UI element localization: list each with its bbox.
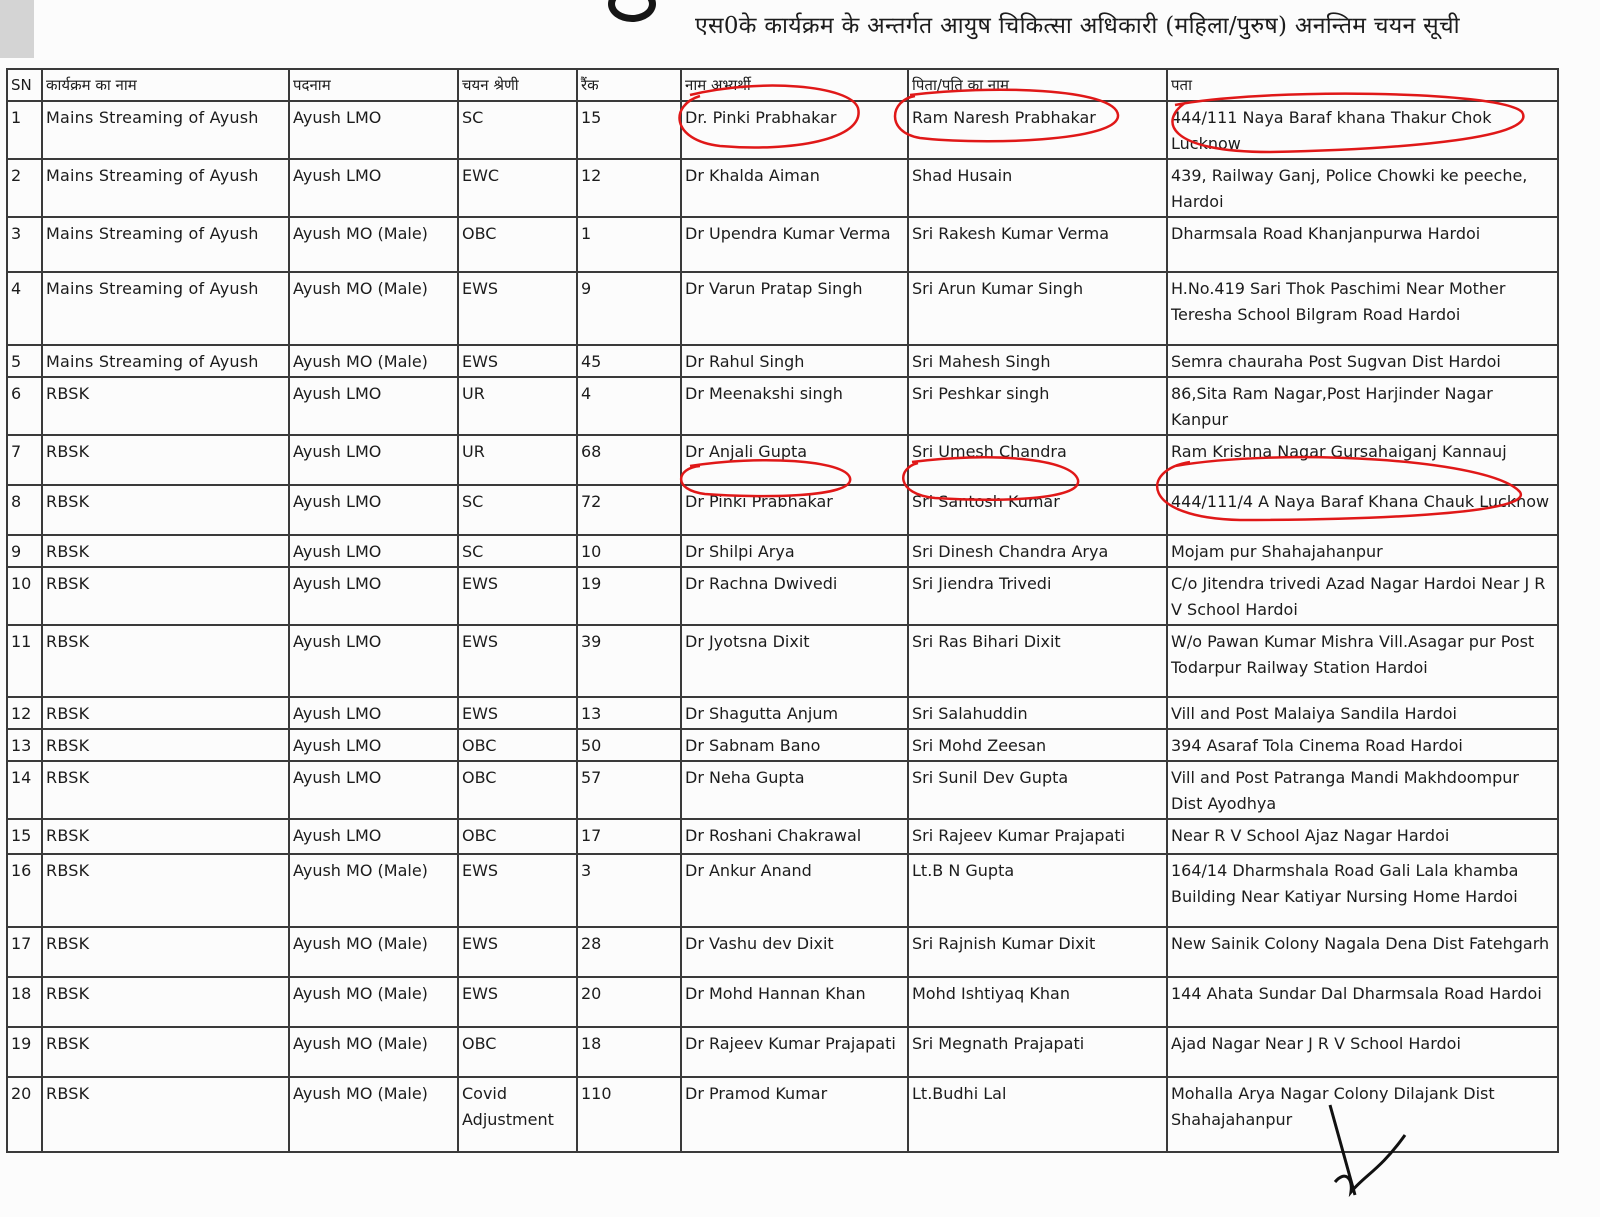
sn-cell: 17 [7,927,42,977]
address-cell: 444/111/4 A Naya Baraf Khana Chauk Lucknow [1167,485,1558,535]
candidate-name-cell: Dr Rajeev Kumar Prajapati [681,1027,908,1077]
category-cell: UR [458,435,577,485]
address-cell: Dharmsala Road Khanjanpurwa Hardoi [1167,217,1558,272]
candidate-name-cell: Dr Shilpi Arya [681,535,908,567]
rank-cell: 20 [577,977,681,1027]
father-name-cell: Ram Naresh Prabhakar [908,101,1167,159]
candidate-name-cell: Dr Shagutta Anjum [681,697,908,729]
rank-cell: 13 [577,697,681,729]
address-cell: Mohalla Arya Nagar Colony Dilajank Dist Shahajahanpur [1167,1077,1558,1152]
rank-cell: 19 [577,567,681,625]
rank-cell: 3 [577,854,681,927]
sn-cell: 11 [7,625,42,697]
rank-cell: 57 [577,761,681,819]
father-name-cell: Sri Santosh Kumar [908,485,1167,535]
father-name-cell: Sri Rajeev Kumar Prajapati [908,819,1167,854]
sn-cell: 7 [7,435,42,485]
col-header-sn: SN [7,69,42,101]
program-cell: RBSK [42,927,289,977]
sn-cell: 3 [7,217,42,272]
rank-cell: 39 [577,625,681,697]
table-row [7,697,1558,729]
sn-cell: 19 [7,1027,42,1077]
candidate-name-cell: Dr Anjali Gupta [681,435,908,485]
category-cell: SC [458,101,577,159]
father-name-cell: Sri Rakesh Kumar Verma [908,217,1167,272]
candidate-name-cell: Dr Mohd Hannan Khan [681,977,908,1027]
post-cell: Ayush MO (Male) [289,1077,458,1152]
sn-cell: 6 [7,377,42,435]
col-header-post: पदनाम [289,69,458,101]
program-cell: RBSK [42,535,289,567]
rank-cell: 68 [577,435,681,485]
address-cell: Vill and Post Patranga Mandi Makhdoompur Dist Ayodhya [1167,761,1558,819]
sn-cell: 10 [7,567,42,625]
table-row [7,272,1558,345]
candidate-name-cell: Dr Pinki Prabhakar [681,485,908,535]
category-cell: EWS [458,625,577,697]
program-cell: Mains Streaming of Ayush [42,101,289,159]
post-cell: Ayush LMO [289,729,458,761]
col-header-category: चयन श्रेणी [458,69,577,101]
candidate-name-cell: Dr Pramod Kumar [681,1077,908,1152]
table-row [7,101,1558,159]
scan-edge-shadow [0,0,34,58]
rank-cell: 110 [577,1077,681,1152]
program-cell: RBSK [42,1027,289,1077]
post-cell: Ayush MO (Male) [289,1027,458,1077]
program-cell: RBSK [42,1077,289,1152]
candidate-name-cell: Dr Upendra Kumar Verma [681,217,908,272]
address-cell: Vill and Post Malaiya Sandila Hardoi [1167,697,1558,729]
father-name-cell: Lt.B N Gupta [908,854,1167,927]
category-cell: EWS [458,977,577,1027]
program-cell: RBSK [42,435,289,485]
post-cell: Ayush LMO [289,761,458,819]
address-cell: 394 Asaraf Tola Cinema Road Hardoi [1167,729,1558,761]
father-name-cell: Sri Rajnish Kumar Dixit [908,927,1167,977]
father-name-cell: Sri Megnath Prajapati [908,1027,1167,1077]
table-row [7,819,1558,854]
category-cell: EWS [458,697,577,729]
father-name-cell: Sri Peshkar singh [908,377,1167,435]
program-cell: RBSK [42,697,289,729]
candidate-name-cell: Dr Ankur Anand [681,854,908,927]
sn-cell: 14 [7,761,42,819]
category-cell: OBC [458,217,577,272]
sn-cell: 9 [7,535,42,567]
candidate-name-cell: Dr Meenakshi singh [681,377,908,435]
rank-cell: 9 [577,272,681,345]
sn-cell: 16 [7,854,42,927]
post-cell: Ayush LMO [289,567,458,625]
program-cell: RBSK [42,567,289,625]
program-cell: RBSK [42,377,289,435]
sn-cell: 12 [7,697,42,729]
post-cell: Ayush LMO [289,159,458,217]
table-row [7,435,1558,485]
table-row [7,159,1558,217]
category-cell: Covid Adjustment [458,1077,577,1152]
post-cell: Ayush MO (Male) [289,927,458,977]
sn-cell: 13 [7,729,42,761]
table-row [7,217,1558,272]
category-cell: EWS [458,272,577,345]
program-cell: Mains Streaming of Ayush [42,217,289,272]
rank-cell: 72 [577,485,681,535]
address-cell: 444/111 Naya Baraf khana Thakur Chok Lucknow [1167,101,1558,159]
category-cell: UR [458,377,577,435]
program-cell: RBSK [42,854,289,927]
sn-cell: 18 [7,977,42,1027]
father-name-cell: Sri Sunil Dev Gupta [908,761,1167,819]
category-cell: SC [458,535,577,567]
program-cell: Mains Streaming of Ayush [42,345,289,377]
table-row [7,567,1558,625]
candidate-name-cell: Dr Roshani Chakrawal [681,819,908,854]
rank-cell: 28 [577,927,681,977]
address-cell: W/o Pawan Kumar Mishra Vill.Asagar pur Post Todarpur Railway Station Hardoi [1167,625,1558,697]
candidate-name-cell: Dr. Pinki Prabhakar [681,101,908,159]
selection-list-table [6,68,1559,1153]
father-name-cell: Sri Mohd Zeesan [908,729,1167,761]
address-cell: C/o Jitendra trivedi Azad Nagar Hardoi Near J R V School Hardoi [1167,567,1558,625]
col-header-rank: रैंक [577,69,681,101]
post-cell: Ayush LMO [289,819,458,854]
candidate-name-cell: Dr Sabnam Bano [681,729,908,761]
rank-cell: 17 [577,819,681,854]
category-cell: EWS [458,854,577,927]
address-cell: 144 Ahata Sundar Dal Dharmsala Road Hardoi [1167,977,1558,1027]
father-name-cell: Sri Umesh Chandra [908,435,1167,485]
col-header-address: पता [1167,69,1558,101]
sn-cell: 1 [7,101,42,159]
table-row [7,977,1558,1027]
post-cell: Ayush MO (Male) [289,217,458,272]
document-title: एस0के कार्यक्रम के अन्तर्गत आयुष चिकित्सा अधिकारी (महिला/पुरुष) अनन्तिम चयन सूची [695,13,1460,39]
post-cell: Ayush MO (Male) [289,854,458,927]
post-cell: Ayush MO (Male) [289,977,458,1027]
address-cell: Ajad Nagar Near J R V School Hardoi [1167,1027,1558,1077]
post-cell: Ayush LMO [289,435,458,485]
post-cell: Ayush LMO [289,535,458,567]
father-name-cell: Sri Arun Kumar Singh [908,272,1167,345]
program-cell: RBSK [42,819,289,854]
category-cell: EWC [458,159,577,217]
address-cell: New Sainik Colony Nagala Dena Dist Fatehgarh [1167,927,1558,977]
rank-cell: 4 [577,377,681,435]
col-header-program: कार्यक्रम का नाम [42,69,289,101]
sn-cell: 20 [7,1077,42,1152]
table-row [7,485,1558,535]
category-cell: SC [458,485,577,535]
father-name-cell: Sri Jiendra Trivedi [908,567,1167,625]
address-cell: Mojam pur Shahajahanpur [1167,535,1558,567]
table-row [7,377,1558,435]
address-cell: Semra chauraha Post Sugvan Dist Hardoi [1167,345,1558,377]
category-cell: OBC [458,1027,577,1077]
sn-cell: 8 [7,485,42,535]
category-cell: OBC [458,819,577,854]
program-cell: RBSK [42,485,289,535]
sn-cell: 2 [7,159,42,217]
col-header-father-name: पिता/पति का नाम [908,69,1167,101]
candidate-name-cell: Dr Rahul Singh [681,345,908,377]
rank-cell: 10 [577,535,681,567]
rank-cell: 1 [577,217,681,272]
table-row [7,1027,1558,1077]
rank-cell: 45 [577,345,681,377]
address-cell: 439, Railway Ganj, Police Chowki ke peeche, Hardoi [1167,159,1558,217]
address-cell: Near R V School Ajaz Nagar Hardoi [1167,819,1558,854]
table-row [7,729,1558,761]
rank-cell: 18 [577,1027,681,1077]
candidate-name-cell: Dr Varun Pratap Singh [681,272,908,345]
address-cell: H.No.419 Sari Thok Paschimi Near Mother Teresha School Bilgram Road Hardoi [1167,272,1558,345]
col-header-candidate-name: नाम अभ्यर्थी [681,69,908,101]
table-row [7,927,1558,977]
category-cell: OBC [458,761,577,819]
program-cell: RBSK [42,977,289,1027]
program-cell: Mains Streaming of Ayush [42,272,289,345]
program-cell: RBSK [42,761,289,819]
candidate-name-cell: Dr Rachna Dwivedi [681,567,908,625]
address-cell: 164/14 Dharmshala Road Gali Lala khamba Building Near Katiyar Nursing Home Hardoi [1167,854,1558,927]
signature-mark [1325,1100,1415,1210]
candidate-name-cell: Dr Vashu dev Dixit [681,927,908,977]
post-cell: Ayush LMO [289,101,458,159]
father-name-cell: Sri Salahuddin [908,697,1167,729]
father-name-cell: Lt.Budhi Lal [908,1077,1167,1152]
program-cell: RBSK [42,625,289,697]
post-cell: Ayush LMO [289,485,458,535]
post-cell: Ayush MO (Male) [289,272,458,345]
table-header-row [7,69,1558,101]
father-name-cell: Mohd Ishtiyaq Khan [908,977,1167,1027]
table-row [7,345,1558,377]
father-name-cell: Sri Mahesh Singh [908,345,1167,377]
program-cell: Mains Streaming of Ayush [42,159,289,217]
candidate-name-cell: Dr Jyotsna Dixit [681,625,908,697]
table-row [7,761,1558,819]
table-row [7,854,1558,927]
sn-cell: 4 [7,272,42,345]
sn-cell: 15 [7,819,42,854]
rank-cell: 15 [577,101,681,159]
address-cell: Ram Krishna Nagar Gursahaiganj Kannauj [1167,435,1558,485]
category-cell: OBC [458,729,577,761]
post-cell: Ayush MO (Male) [289,345,458,377]
father-name-cell: Sri Ras Bihari Dixit [908,625,1167,697]
logo-fragment-icon [608,0,656,22]
sn-cell: 5 [7,345,42,377]
program-cell: RBSK [42,729,289,761]
father-name-cell: Sri Dinesh Chandra Arya [908,535,1167,567]
candidate-name-cell: Dr Khalda Aiman [681,159,908,217]
post-cell: Ayush LMO [289,377,458,435]
candidate-name-cell: Dr Neha Gupta [681,761,908,819]
address-cell: 86,Sita Ram Nagar,Post Harjinder Nagar Kanpur [1167,377,1558,435]
table-row [7,535,1558,567]
post-cell: Ayush LMO [289,697,458,729]
category-cell: EWS [458,567,577,625]
table-row [7,625,1558,697]
category-cell: EWS [458,927,577,977]
rank-cell: 50 [577,729,681,761]
rank-cell: 12 [577,159,681,217]
category-cell: EWS [458,345,577,377]
father-name-cell: Shad Husain [908,159,1167,217]
post-cell: Ayush LMO [289,625,458,697]
